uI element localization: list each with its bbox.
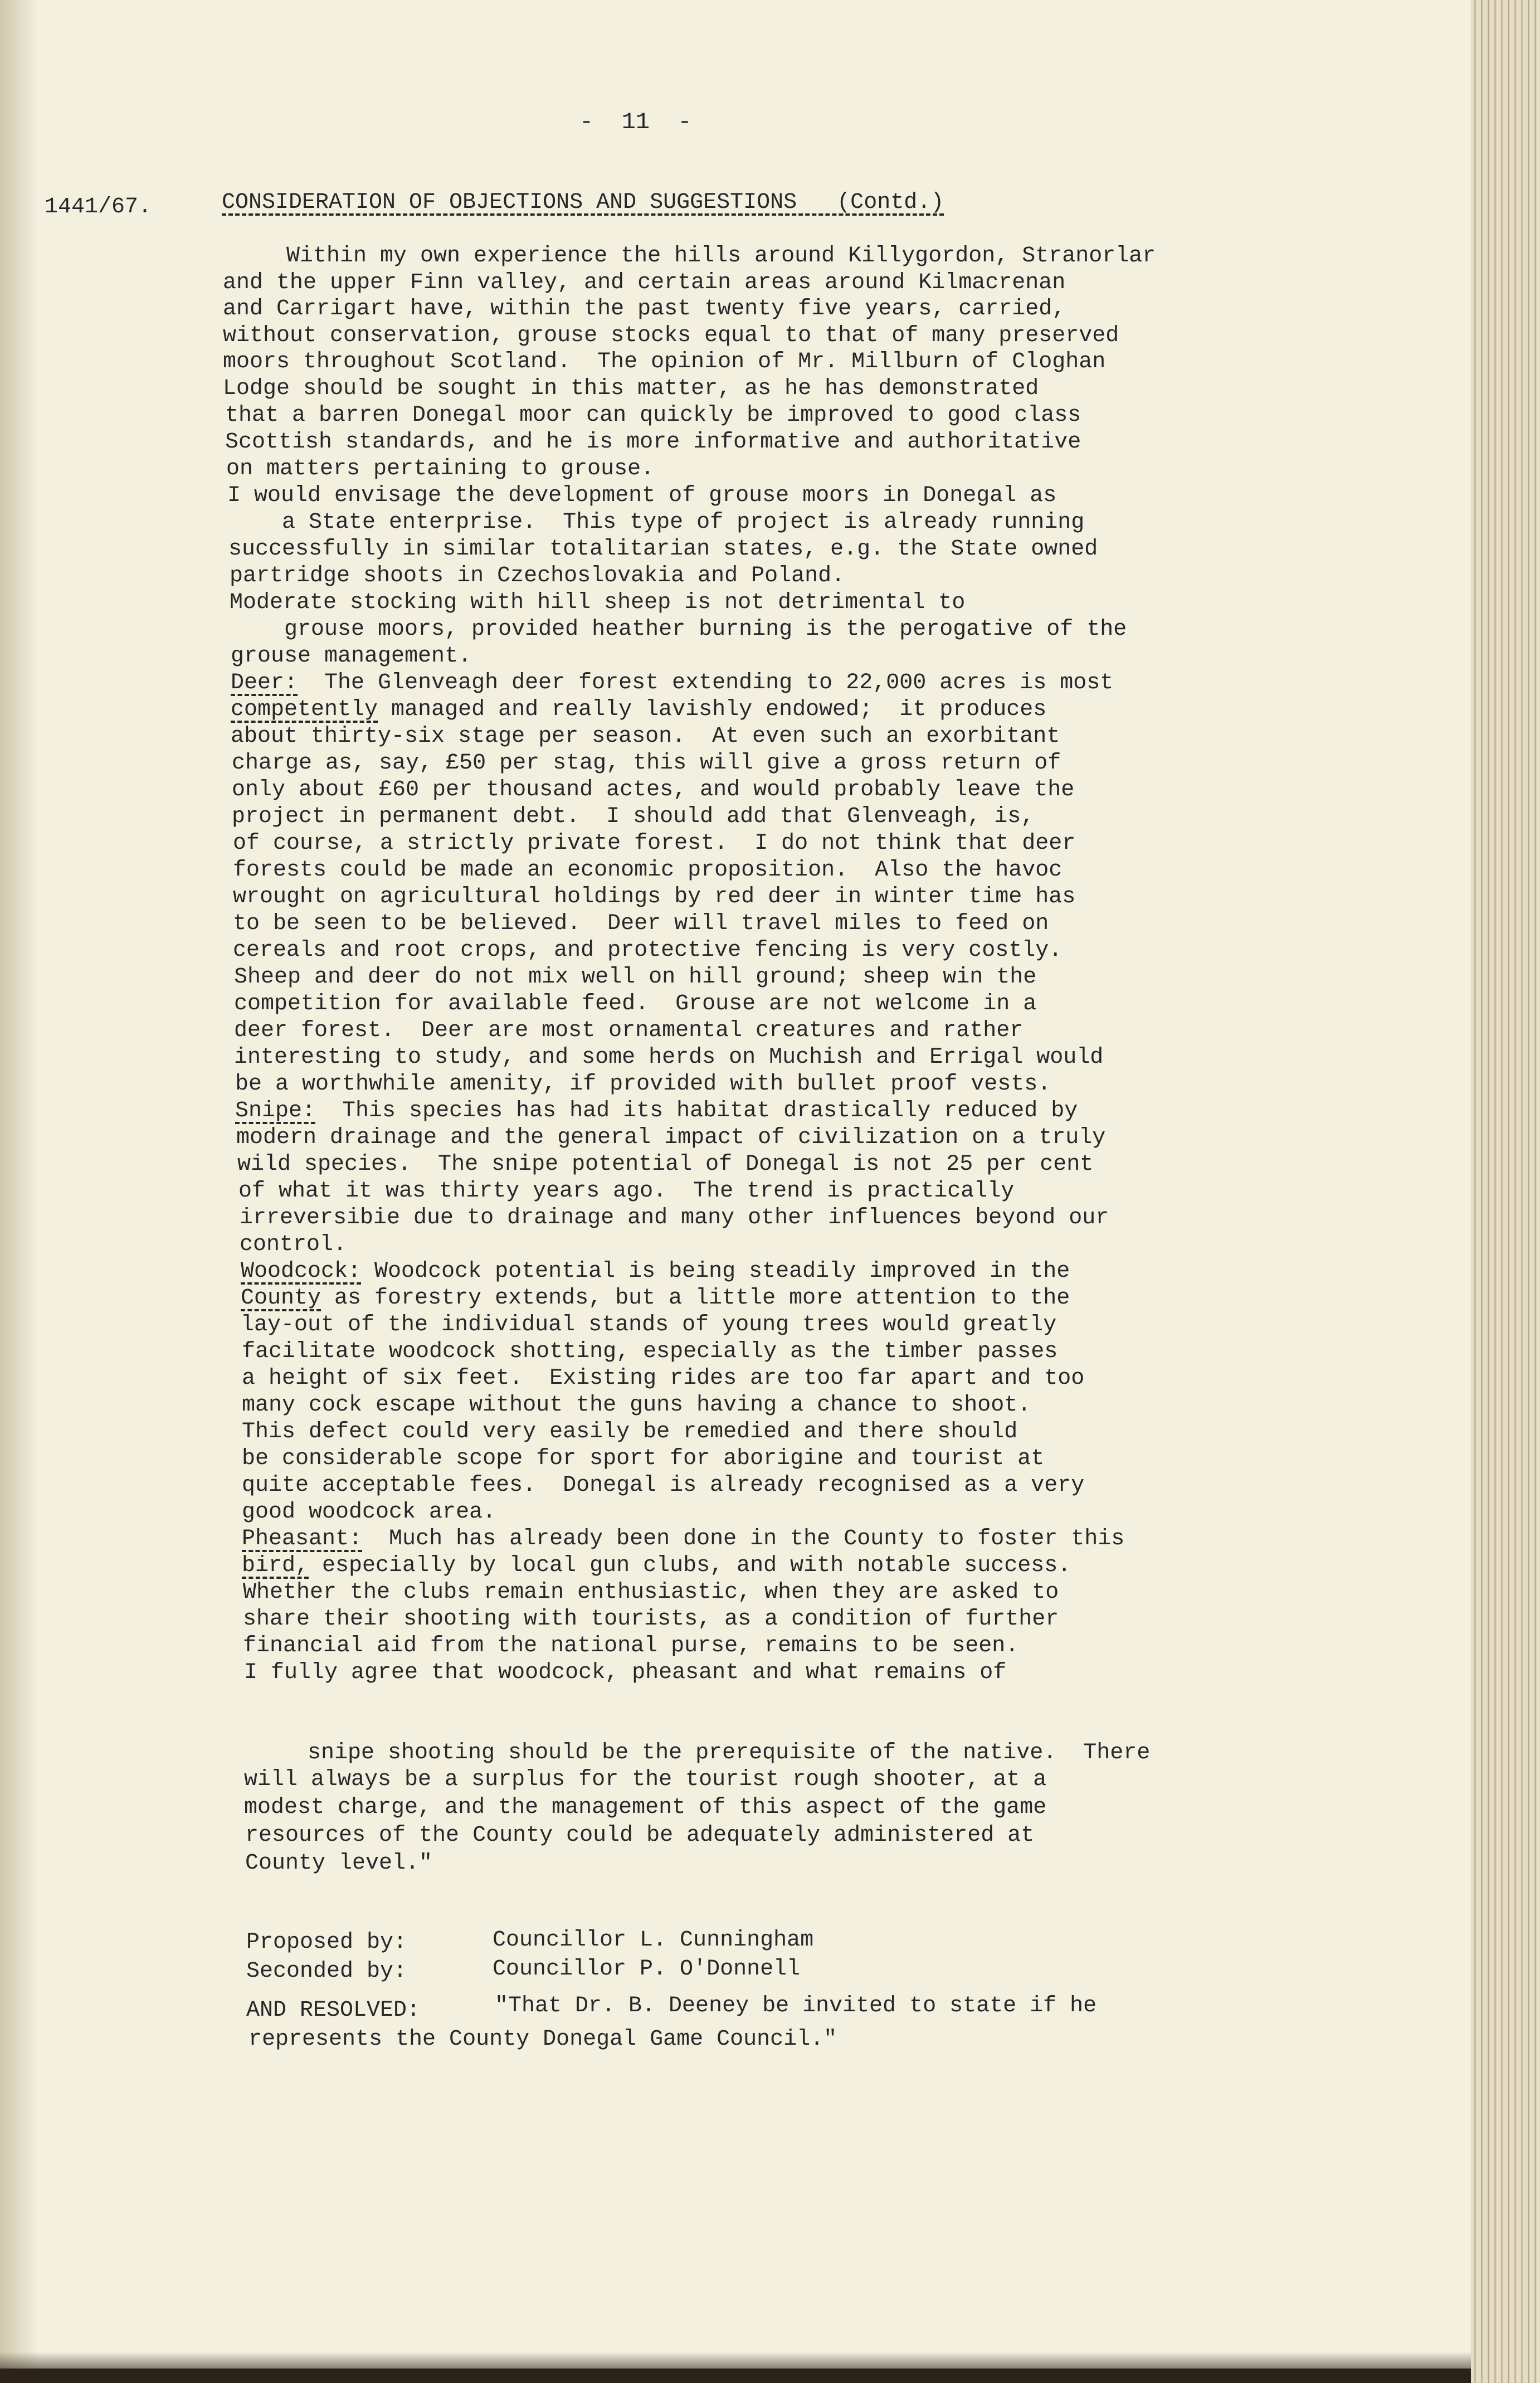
seconded-by-name: Councillor P. O'Donnell [493,1957,801,1982]
seconded-by-label: Seconded by: [246,1959,407,1984]
body-line: to be seen to be believed. Deer will travel miles to feed on [233,911,1049,936]
body-line: Woodcock: Woodcock potential is being steadily improved in the [241,1259,1070,1284]
body-line: financial aid from the national purse, remains to be seen. [243,1633,1019,1659]
body-line: good woodcock area. [242,1500,496,1525]
body-line: interesting to study, and some herds on Muchish and Errigal would [234,1045,1104,1070]
body-line: Whether the clubs remain enthusiastic, when they are asked to [243,1580,1059,1605]
body-line: be a worthwhile amenity, if provided with bullet proof vests. [235,1072,1051,1097]
body-line: bird, especially by local gun clubs, and with notable success. [242,1553,1071,1578]
body-line: share their shooting with tourists, as a condition of further [243,1607,1059,1632]
body-line: be considerable scope for sport for aborigine and tourist at [242,1446,1045,1471]
body-line: Within my own experience the hills around Killygordon, Stranorlar [286,244,1156,269]
body-line: lay-out of the individual stands of young trees would greatly [241,1312,1057,1338]
body-line: I would envisage the development of grouse moors in Donegal as [227,483,1057,508]
body-line: irreversibie due to drainage and many other influences beyond our [240,1205,1109,1231]
body-line: and the upper Finn valley, and certain areas around Kilmacrenan [223,270,1066,295]
body-line: wild species. The snipe potential of Donegal is not 25 per cent [237,1152,1094,1177]
body-line: wrought on agricultural holdings by red deer in winter time has [233,884,1076,910]
body-line: many cock escape without the guns having a chance to shoot. [242,1393,1031,1418]
bottom-shadow [0,2352,1471,2383]
body-line: modern drainage and the general impact of civilization on a truly [236,1125,1106,1150]
proposed-by-label: Proposed by: [246,1930,407,1955]
proposed-by-name: Councillor L. Cunningham [493,1928,814,1953]
body-line: Moderate stocking with hill sheep is not detrimental to [230,590,966,615]
body-line: that a barren Donegal moor can quickly be improved to good class [225,403,1081,428]
body-line: will always be a surplus for the tourist rough shooter, at a [244,1767,1047,1792]
resolution-line: "That Dr. B. Deeney be invited to state if he [495,1993,1097,2019]
body-line: and Carrigart have, within the past twenty five years, carried, [223,296,1066,322]
spine-shadow [0,0,39,2369]
body-line: control. [240,1232,347,1257]
body-line: a height of six feet. Existing rides are too far apart and too [242,1366,1085,1391]
body-line: Pheasant: Much has already been done in the County to foster this [242,1526,1125,1552]
body-line: County level." [245,1851,433,1876]
body-line: without conservation, grouse stocks equal to that of many preserved [223,323,1119,348]
body-line: grouse management. [231,644,472,669]
body-line: moors throughout Scotland. The opinion of Mr. Millburn of Cloghan [223,349,1106,375]
body-line: about thirty-six stage per season. At even such an exorbitant [231,724,1060,749]
body-line: Lodge should be sought in this matter, as he has demonstrated [223,376,1039,401]
body-line: only about £60 per thousand actes, and would probably leave the [232,777,1075,803]
body-line: grouse moors, provided heather burning is the perogative of the [284,617,1127,642]
body-line: project in permanent debt. I should add that Glenveagh, is, [232,804,1035,829]
body-line: Scottish standards, and he is more informative and authoritative [225,430,1081,455]
body-line: competently managed and really lavishly endowed; it produces [231,697,1047,722]
page-edges [1471,0,1540,2383]
body-line: charge as, say, £50 per stag, this will give a gross return of [232,751,1061,776]
body-line: Sheep and deer do not mix well on hill ground; sheep win the [234,965,1037,990]
body-line: facilitate woodcock shotting, especially as the timber passes [242,1339,1058,1364]
body-line: County as forestry extends, but a little more attention to the [241,1286,1070,1311]
body-line: of course, a strictly private forest. I do not think that deer [233,831,1076,856]
resolution-line: represents the County Donegal Game Council." [248,2027,837,2052]
section-heading: CONSIDERATION OF OBJECTIONS AND SUGGESTIONS (Contd.) [222,190,944,215]
body-line: deer forest. Deer are most ornamental creatures and rather [234,1018,1024,1043]
body-line: Snipe: This species has had its habitat drastically reduced by [235,1098,1078,1124]
body-line: resources of the County could be adequately administered at [245,1823,1035,1848]
body-line: This defect could very easily be remedied and there should [242,1419,1018,1445]
body-line: on matters pertaining to grouse. [226,456,655,482]
body-line: snipe shooting should be the prerequisite of the native. There [308,1740,1151,1766]
body-line: forests could be made an economic proposition. Also the havoc [233,858,1063,883]
body-line: successfully in similar totalitarian states, e.g. the State owned [228,537,1098,562]
body-line: Deer: The Glenveagh deer forest extending to 22,000 acres is most [231,670,1114,696]
body-line: cereals and root crops, and protective fencing is very costly. [233,938,1063,963]
page-number: - 11 - [579,109,692,135]
body-line: quite acceptable fees. Donegal is already recognised as a very [242,1473,1085,1498]
body-line: of what it was thirty years ago. The trend is practically [238,1179,1015,1204]
body-line: competition for available feed. Grouse are not welcome in a [234,991,1037,1017]
and-resolved-label: AND RESOLVED: [246,1998,421,2023]
body-line: a State enterprise. This type of project is already running [282,510,1085,535]
minute-reference: 1441/67. [45,194,152,220]
body-line: modest charge, and the management of this aspect of the game [244,1795,1047,1820]
body-line: I fully agree that woodcock, pheasant and what remains of [244,1660,1007,1685]
body-line: partridge shoots in Czechoslovakia and Poland. [230,563,845,589]
